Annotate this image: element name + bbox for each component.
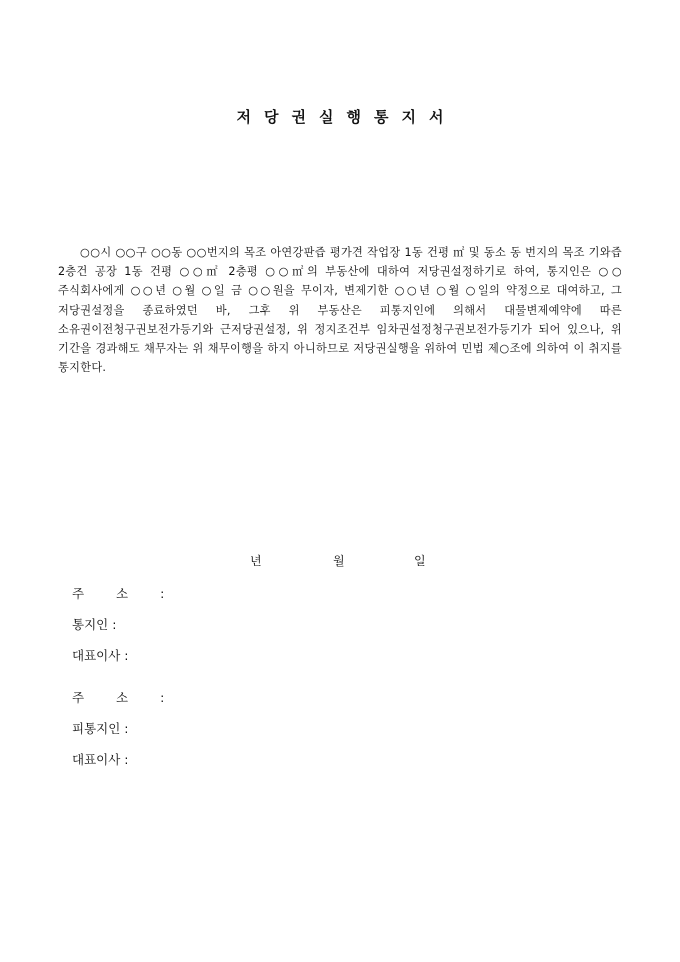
recipient-address-label: 주 소 : xyxy=(72,690,179,705)
notice-body: ○○시 ○○구 ○○동 ○○번지의 목조 아연강판즙 평가견 작업장 1동 건평 ㎡ 및 동소 동 번지의 목조 기와즙 2층건 공장 1동 건평 ○○㎡ 2층평 ○○㎡의 부동산에 대하여 저당권설정하기로 하여, 통지인은 ○○주식회사에게 ○○년 ○월 ○일 금 ○○원을 무이자, 변제기한 ○○년 ○월 ○일의 약정으로 대여하고, 그 저당권설정을 종료하였던 바, 그후 위 부동산은 피통지인에 의해서 대물변제예약에 따른 소유권이전청구권보전가등기와 근저당권설정, 위 정지조건부 임차권설정청구권보전가등기가 되어 있으나, 위 기간을 경과해도 채무자는 위 채무이행을 하지 아니하므로 저당권실행을 위하여 민법 제○조에 의하여 이 취지를 통지한다. xyxy=(58,246,622,375)
sender-name-field xyxy=(72,615,116,633)
recipient-representative-field xyxy=(72,750,129,768)
sender-address-label: 주 소 : xyxy=(72,586,179,601)
date-month-label: 월 xyxy=(333,554,345,568)
sender-representative-field xyxy=(72,646,129,664)
date-day-label: 일 xyxy=(414,554,426,568)
recipient-representative-label: 대표이사 : xyxy=(72,752,129,767)
recipient-name-label: 피통지인 : xyxy=(72,721,129,736)
sender-representative-label: 대표이사 : xyxy=(72,648,129,663)
sender-name-label: 통지인 : xyxy=(72,617,117,632)
recipient-name-field xyxy=(72,719,129,737)
sender-address-field xyxy=(72,584,178,602)
recipient-address-field xyxy=(72,688,178,706)
document-title: 저당권실행통지서 xyxy=(236,108,457,126)
date-year-label: 년 xyxy=(250,554,262,568)
